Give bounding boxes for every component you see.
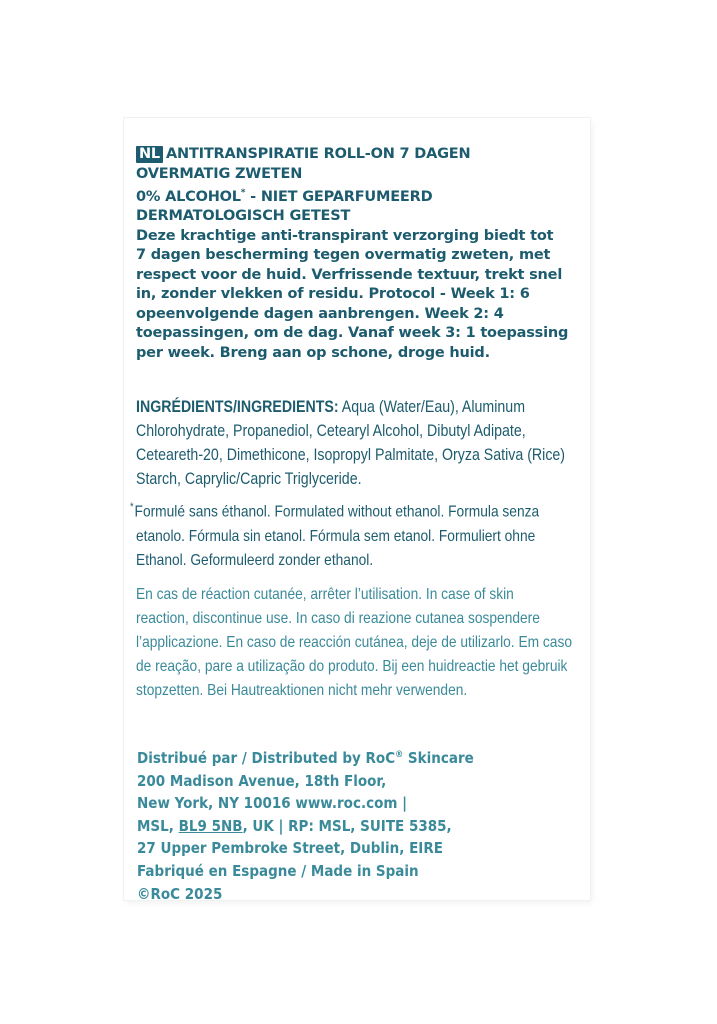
label-text-block (130, 145, 592, 703)
origin-line: Fabriqué en Espagne / Made in Spain (137, 861, 419, 880)
skin-reaction-warning (136, 583, 572, 703)
msl-text: MSL, (137, 816, 179, 835)
description-line: 7 dagen bescherming tegen overmatig zweten, met (136, 247, 551, 264)
warning-line: stopzetten. Bei Hautreaktionen nicht mehr verwenden. (136, 681, 468, 699)
ingredients-line: Starch, Caprylic/Capric Triglyceride. (136, 470, 362, 489)
footnote-line: Ethanol. Geformuleerd zonder ethanol. (136, 551, 374, 569)
address-line: New York, NY 10016 www.roc.com | (137, 794, 408, 813)
product-title-line2: OVERMATIG ZWETEN (136, 165, 303, 182)
dermatology-claim: DERMATOLOGISCH GETEST (136, 208, 351, 225)
alcohol-text: 0% ALCOHOL (136, 188, 241, 205)
dutch-section (136, 145, 592, 363)
description-line: respect voor de huid. Verfrissende textuur, trekt snel (136, 266, 563, 283)
copyright-line: ©RoC 2025 (137, 884, 223, 903)
description-line: per week. Breng aan op schone, droge huid. (136, 344, 490, 361)
description-line: in, zonder vlekken of residu. Protocol - Week 1: 6 (136, 286, 530, 303)
language-badge: NL (136, 146, 163, 163)
warning-line: reaction, discontinue use. In caso di reazione cutanea sospendere (136, 609, 540, 627)
warning-line: En cas de réaction cutanée, arrêter l’utilisation. In case of skin (136, 585, 514, 603)
footnote-line (130, 495, 540, 524)
warning-line: l’applicazione. En caso de reacción cutánea, deje de utilizarlo. Em caso (136, 633, 572, 651)
rp-text: , UK | RP: MSL, SUITE 5385, (242, 816, 452, 835)
ingredients-label: INGRÉDIENTS/INGREDIENTS: (136, 398, 339, 417)
alcohol-star: * (240, 188, 246, 198)
address-line: 27 Upper Pembroke Street, Dublin, EIRE (137, 839, 443, 858)
description-line: opeenvolgende dagen aanbrengen. Week 2: 4 (136, 305, 504, 322)
registered-mark: ® (395, 750, 404, 760)
distributor-info (137, 744, 474, 905)
ethanol-footnote (130, 495, 540, 572)
ingredients-line (136, 395, 532, 419)
footnote-line: etanolo. Fórmula sin etanol. Fórmula sem etanol. Formuliert ohne (136, 527, 536, 545)
description-line: Deze krachtige anti-transpirant verzorging biedt tot (136, 227, 554, 244)
title-text-1: ANTITRANSPIRATIE ROLL-ON 7 DAGEN (165, 146, 471, 162)
distributor-text: Distribué par / Distributed by RoC (137, 749, 396, 767)
warning-line: de reação, pare a utilização do produto. Bij een huidreactie het gebruik (136, 657, 568, 675)
ingredients-list (136, 395, 566, 491)
address-line (137, 815, 474, 838)
footnote-text: Formulé sans éthanol. Formulated without ethanol. Formula senza (134, 503, 540, 521)
description-line: toepassingen, om de dag. Vanaf week 3: 1 toepassing (136, 325, 569, 342)
footnote-star: * (130, 501, 134, 514)
distributor-line (137, 744, 474, 770)
address-line: 200 Madison Avenue, 18th Floor, (137, 771, 387, 790)
ingredients-line: Ceteareth-20, Dimethicone, Isopropyl Palmitate, Oryza Sativa (Rice) (136, 446, 566, 465)
perfume-text: - NIET GEPARFUMEERD (245, 188, 433, 205)
alcohol-claim (136, 184, 592, 207)
description (136, 227, 592, 364)
ingredients-text: Aqua (Water/Eau), Aluminum (338, 398, 526, 417)
postcode: BL9 5NB (178, 816, 243, 835)
product-title-line1 (136, 145, 592, 165)
distributor-brand: Skincare (403, 749, 474, 767)
ingredients-line: Chlorohydrate, Propanediol, Cetearyl Alcohol, Dibutyl Adipate, (136, 422, 526, 441)
